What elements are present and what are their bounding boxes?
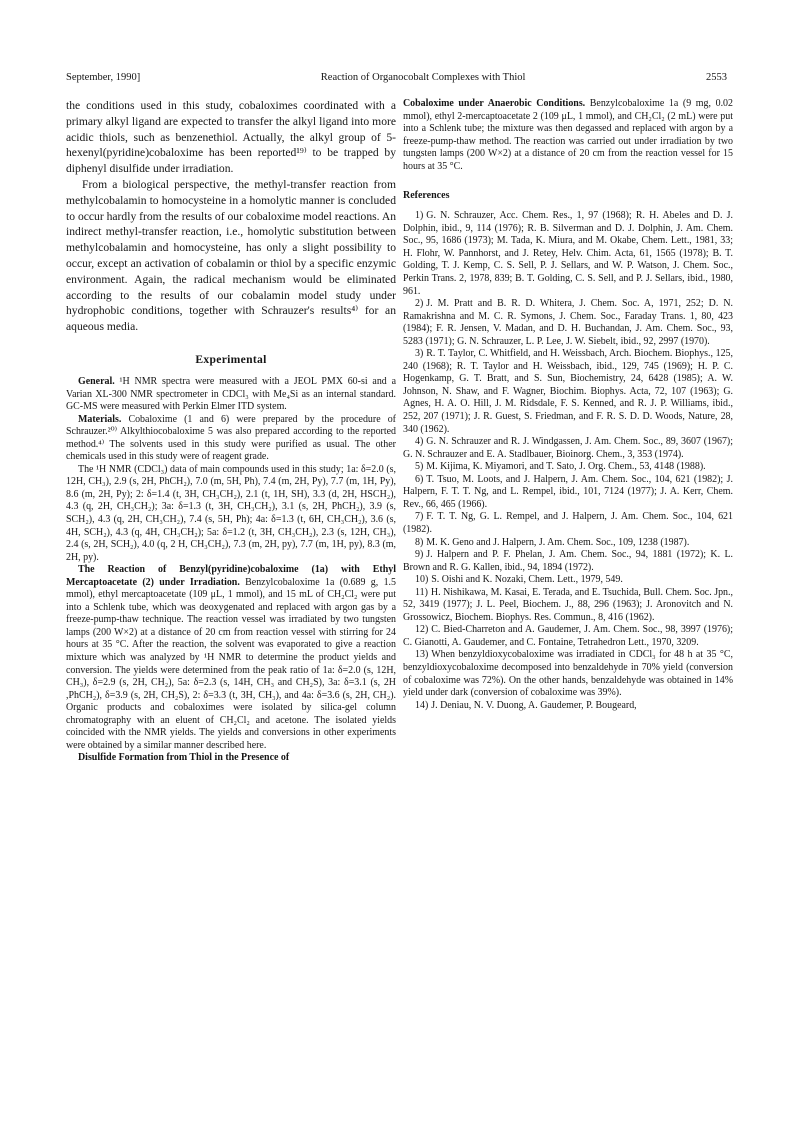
reference-number: 10) bbox=[415, 574, 429, 586]
disulfide-title: Disulfide Formation from Thiol in the Presence of bbox=[78, 752, 290, 764]
reference-item bbox=[403, 461, 733, 474]
nmr-data-paragraph: The ¹H NMR (CDCl₃) data of main compounds used in this study; 1a: δ=2.0 (s, 12H, CH₃), 2.9 (s, 2H, PhCH₂), 7.0 (m, 5H, Ph), 7.4 (m, 2H, Py), 7.7 (m, 1H, Py), 8.6 (m, 2H, Py); 2: δ=1.4 (t, 3H, CH₃CH₂), 2.1 (t, 1H, SH), 3.3 (d, 2H, HSCH₂), 4.3 (q, 2H, CH₃CH₂); 3a: δ=1.3 (t, 3H, CH₃CH₂), 3.1 (s, 2H, PhCH₂), 3.9 (s, SCH₂), 4.3 (q, 2H, CH₃CH₂), 7.4 (s, 5H, Ph); 4a: δ=1.3 (t, 6H, CH₃CH₂), 3.6 (s, 4H, SCH₂), 4.3 (q, 4H, CH₃CH₂); 5a: δ=1.2 (t, 3H, CH₃CH₂), 2.3 (s, 12H, CH₃), 2.4 (s, 2H, SCH₂), 4.0 (q, 2 H, CH₃CH₂), 7.3 (m, 2H, py), 7.7 (m, 1H, py), 8.3 (m, 2H, py). bbox=[66, 463, 396, 563]
reference-item bbox=[403, 700, 733, 713]
reference-item bbox=[403, 511, 733, 536]
reference-text: M. Kijima, K. Miyamori, and T. Sato, J. Org. Chem., 53, 4148 (1988). bbox=[426, 461, 706, 473]
reference-text: S. Oishi and K. Nozaki, Chem. Lett., 1979, 549. bbox=[431, 574, 623, 586]
reaction-paragraph bbox=[66, 564, 396, 752]
reaction-text: Benzylcobaloxime 1a (0.689 g, 1.5 mmol), ethyl mercaptoacetate (109 μL, 1 mmol), and 15 mL of CH₂Cl₂ were put into a Schlenk tube, which was deoxygenated and replaced with argon gas by a freeze-pump-thaw technique. The reaction vessel was irradiated by two tungsten lamps (200 W×2) at a distance of 20 cm from reaction vessel with stirring for 24 hours at 35 °C. After the reaction, the solvent was evaporated to give a reaction mixture which was analyzed by ¹H NMR to determine the product yields and conversion. The yields were determined from the peak ratio of 1a: δ=2.0 (s, 12H, CH₃), δ=2.9 (s, 2H, CH₂), 5a: δ=2.3 (s, 14H, CH₃ and CH₂S), 3a: δ=3.1 (s, 2H ,PhCH₂), δ=3.9 (s, 2H, CH₂S), 2: δ=3.3 (t, 3H, CH₃), and 4a: δ=3.6 (s, 2H, CH₂). Organic products and cobaloximes were isolated by silica-gel column chromatography with an eluent of CH₂Cl₂ and acetone. The isolated yields coincided with the NMR yields. The yields and conversions in other experiments were obtained by a similar manner described here. bbox=[66, 576, 396, 751]
right-column bbox=[403, 98, 733, 712]
reference-item bbox=[403, 436, 733, 461]
reference-item bbox=[403, 474, 733, 512]
reference-item bbox=[403, 549, 733, 574]
intro-paragraph-biological: From a biological perspective, the methyl-transfer reaction from methylcobalamin to homocysteine in a homolytic manner is concluded to occur hardly from the results of our cobaloxime model reactions. An indirect methyl-transfer reaction, i.e., homolytic substitution between methylcobalamin and homocysteine, has only a slight possibility to occur, except an activation of cobalamin or thiol by a specific enzymic environment. Again, the radical mechanism would be eliminated according to the results of our cobalamin model study under hydrophobic conditions, together with Schrauzer's results⁴⁾ for an aqueous media. bbox=[66, 177, 396, 334]
materials-paragraph bbox=[66, 414, 396, 464]
reference-item bbox=[403, 298, 733, 348]
references-heading: References bbox=[403, 190, 450, 202]
reference-text: R. T. Taylor, C. Whitfield, and H. Weissbach, Arch. Biochem. Biophys., 125, 240 (1968); R. T. Taylor and H. Weissbach, ibid., 129, 745 (1969); H. P. C. Hogenkamp, G. T. Bratt, and S. Sun, Biochemistry, 24, 6428 (1985); A. W. Johnson, N. Shaw, and F. Wagner, Biochim. Biophys. Acta, 72, 107 (1963); G. Agnes, H. A. O. Hill, J. M. Ridsdale, F. S. Kenned, and R. J. P. Williams, ibid., 252, 207 (1971); J. R. Guest, S. Friedman, and F. R. S. D. D. Woods, Nature, 28, 340 (1962). bbox=[403, 348, 733, 435]
reference-text: G. N. Schrauzer and R. J. Windgassen, J. Am. Chem. Soc., 89, 3607 (1967); G. N. Schrauzer and E. A. Stadlbauer, Bioinorg. Chem., 3, 353 (1974). bbox=[403, 436, 733, 460]
reference-number: 8) bbox=[415, 536, 424, 548]
reference-number: 1) bbox=[415, 210, 424, 222]
left-column bbox=[66, 98, 396, 765]
reference-number: 12) bbox=[415, 624, 429, 636]
reference-number: 14) bbox=[415, 699, 429, 711]
reference-number: 3) bbox=[415, 348, 424, 360]
reaction-title: The Reaction of Benzyl(pyridine)cobaloxime (1a) with Ethyl Mercaptoacetate (2) under Irradiation. bbox=[66, 564, 396, 588]
reference-number: 11) bbox=[415, 586, 428, 598]
reference-text: C. Bied-Charreton and A. Gaudemer, J. Am. Chem. Soc., 98, 3997 (1976); C. Gianotti, A. Gaudemer, and C. Fontaine, Tetrahedron Lett., 1970, 3209. bbox=[403, 624, 733, 648]
reference-number: 5) bbox=[415, 461, 424, 473]
disulfide-paragraph bbox=[66, 752, 396, 765]
reference-item bbox=[403, 210, 733, 298]
reference-item bbox=[403, 348, 733, 436]
reference-number: 2) bbox=[415, 298, 424, 310]
reference-item bbox=[403, 537, 733, 550]
reference-number: 4) bbox=[415, 436, 424, 448]
reference-item bbox=[403, 574, 733, 587]
header-page-number: 2553 bbox=[705, 72, 727, 83]
reference-text: F. T. T. Ng, G. L. Rempel, and J. Halpern, J. Am. Chem. Soc., 104, 621 (1982). bbox=[403, 511, 733, 535]
reference-text: M. K. Geno and J. Halpern, J. Am. Chem. Soc., 109, 1238 (1987). bbox=[426, 536, 690, 548]
general-text: ¹H NMR spectra were measured with a JEOL PMX 60-si and a Varian XL-300 NMR spectrometer in CDCl₃ with Me₄Si as an internal standard. GC-MS were measured with Perkin Elmer ITD system. bbox=[66, 375, 396, 413]
general-title: General. bbox=[78, 375, 115, 387]
experimental-heading: Experimental bbox=[195, 352, 267, 366]
reference-text: J. Deniau, N. V. Duong, A. Gaudemer, P. Bougeard, bbox=[431, 699, 637, 711]
header-title: Reaction of Organocobalt Complexes with Thiol bbox=[320, 72, 526, 83]
reference-number: 7) bbox=[415, 511, 424, 523]
reference-number: 9) bbox=[415, 549, 424, 561]
reference-text: T. Tsuo, M. Loots, and J. Halpern, J. Am. Chem. Soc., 104, 621 (1982); J. Halpern, F. T. T. Ng, and L. Rempel, ibid., 101, 7124 (1977); J. A. Kerr, Chem. Rev., 66, 465 (1966). bbox=[403, 473, 733, 510]
reference-number: 6) bbox=[415, 473, 424, 485]
reference-text: H. Nishikawa, M. Kasai, E. Terada, and E. Tsuchida, Bull. Chem. Soc. Jpn., 52, 3419 (1977); J. L. Peel, Biochem. J., 88, 296 (1963); J. Aronovitch and N. Grossowicz, Biochem. Biophys. Res. Commun., 8, 416 (1962). bbox=[403, 586, 733, 623]
anaerobic-title: Cobaloxime under Anaerobic Conditions. bbox=[403, 98, 586, 109]
general-paragraph bbox=[66, 376, 396, 414]
reference-item bbox=[403, 649, 733, 699]
reference-item bbox=[403, 587, 733, 625]
anaerobic-paragraph bbox=[403, 98, 733, 173]
intro-paragraph-continued: the conditions used in this study, cobaloximes coordinated with a primary alkyl ligand are expected to transfer the alkyl ligand into more acidic thiols, such as benzenethiol. Actually, the alkyl group of 5-hexenyl(pyridine)cobaloxime has been reported¹⁹⁾ to be trapped by diphenyl disulfide under irradiation. bbox=[66, 99, 396, 176]
materials-text: Cobaloxime (1 and 6) were prepared by the procedure of Schrauzer.²⁰⁾ Alkylthiocobaloxime 5 was also prepared according to the reported method.⁴⁾ The solvents used in this study were purified as usual. The other chemicals used in this study were of reagent grade. bbox=[66, 413, 396, 463]
anaerobic-text: Benzylcobaloxime 1a (9 mg, 0.02 mmol), ethyl 2-mercaptoacetate 2 (109 μL, 1 mmol), and CH₂Cl₂ (2 mL) were put into a Schlenk tube; the mixture was then degassed and replaced with argon by a freeze-pump-thaw method. The reaction was carried out under irradiation by two tungsten lamps (200 W×2) at a distance of 20 cm from the reaction vessel for 15 hours at 35 °C. bbox=[403, 98, 733, 172]
materials-title: Materials. bbox=[78, 413, 122, 425]
header-date: September, 1990] bbox=[66, 72, 141, 83]
reference-number: 13) bbox=[415, 649, 429, 661]
references-list bbox=[403, 210, 733, 712]
reference-item bbox=[403, 624, 733, 649]
reference-text: J. M. Pratt and B. R. D. Whitera, J. Chem. Soc. A, 1971, 252; D. N. Ramakrishna and M. C. R. Symons, J. Chem. Soc., Faraday Trans. 1, 80, 423 (1984); F. R. Jensen, V. Madan, and D. H. Buchandan, J. Am. Chem. Soc., 93, 5283 (1971); G. N. Schrauzer, L. P. Lee, J. W. Siebelt, ibid., 92, 2997 (1970). bbox=[403, 298, 733, 347]
reference-text: J. Halpern and P. F. Phelan, J. Am. Chem. Soc., 94, 1881 (1972); K. L. Brown and R. G. Kallen, ibid., 94, 1894 (1972). bbox=[403, 549, 733, 573]
reference-text: G. N. Schrauzer, Acc. Chem. Res., 1, 97 (1968); R. H. Abeles and D. J. Dolphin, ibid., 9, 114 (1976); R. B. Silverman and D. J. Dolphin, J. Am. Chem. Soc., 95, 1686 (1973); M. Tada, K. Miura, and M. Okabe, Chem. Lett., 1981, 33; H. Flohr, W. Pannhorst, and J. Retey, Helv. Chim. Acta, 61, 1565 (1978); B. T. Golding, T. J. Kemp, C. S. Sell, P. J. Sellars, and W. P. Watson, J. Chem. Soc., Perkin Trans. 2, 1978, 839; B. T. Golding, C. S. Sell, and P. J. Sellars, ibid., 1980, 961. bbox=[403, 210, 733, 297]
running-header bbox=[66, 72, 727, 88]
reference-text: When benzyldioxycobaloxime was irradiated in CDCl₃ for 48 h at 35 °C, benzyldioxycobaloxime decomposed into benzaldehyde in 70% yield (conversion of cobaloxime was 72%). On the other hands, benzaldehyde was obtained in 14% yield under dark (conversion of cobaloxime was 39%). bbox=[403, 649, 733, 699]
